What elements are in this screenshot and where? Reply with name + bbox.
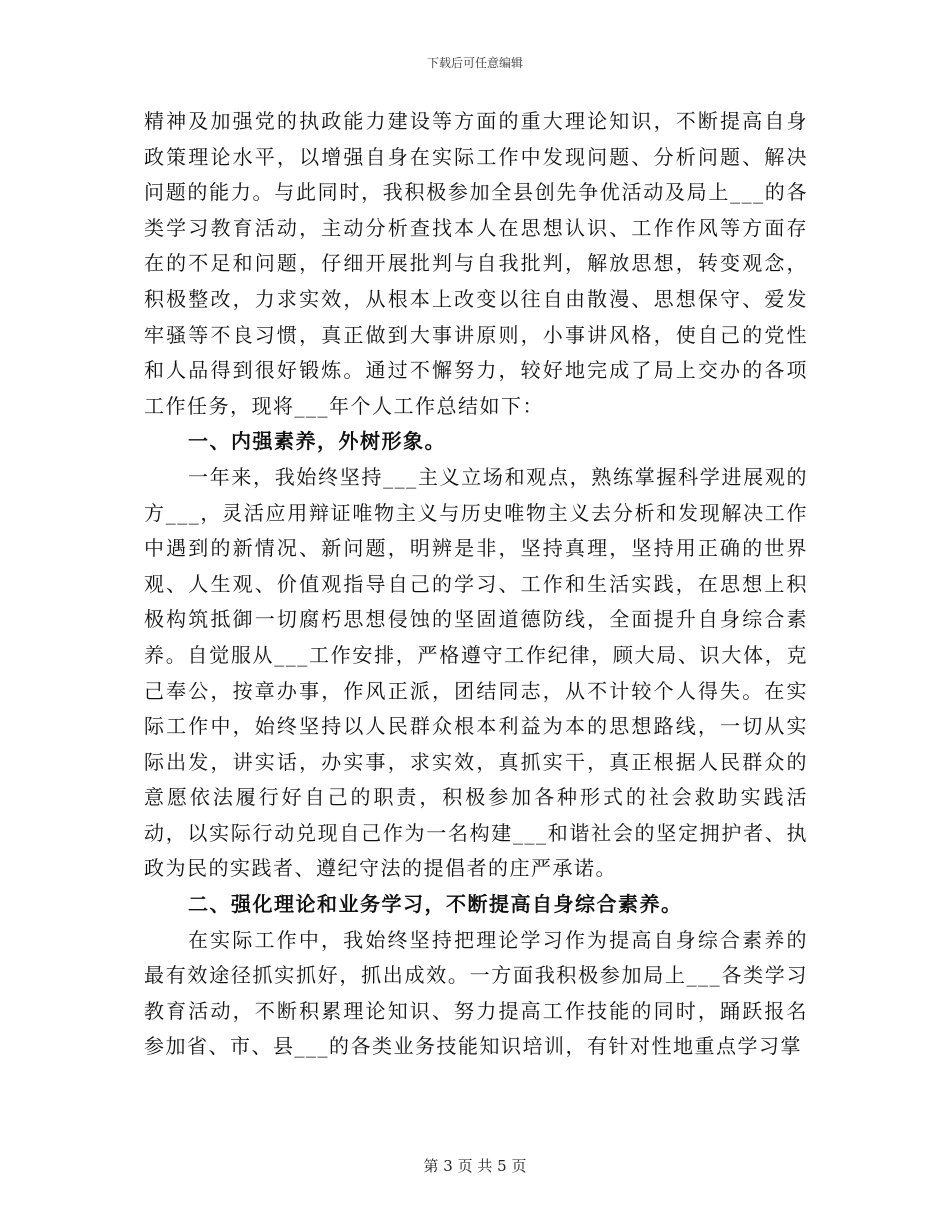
section-heading-1: 一、内强素养，外树形象。 (188, 429, 446, 454)
section-heading-2: 二、强化理论和业务学习，不断提高自身综合素养。 (188, 892, 683, 917)
paragraph-1: 精神及加强党的执政能力建设等方面的重大理论知识，不断提高自身政策理论水平，以增强自身在实际工作中发现问题、分析问题、解决问题的能力。与此同时，我积极参加全县创先争优活动及局上___的各类学习教育活动，主动分析查找本人在思想认识、工作作风等方面存在的不足和问题，仔细开展批判与自我批判，解放思想，转变观念，积极整改，力求实效，从根本上改变以往自由散漫、思想保守、爱发牢骚等不良习惯，真正做到大事讲原则，小事讲风格，使自己的党性和人品得到很好锻炼。通过不懈努力，较好地完成了局上交办的各项工作任务，现将___年个人工作总结如下： (144, 109, 808, 418)
document-body (144, 104, 808, 1065)
paragraph-2: 一年来，我始终坚持___主义立场和观点，熟练掌握科学进展观的方___，灵活应用辩证唯物主义与历史唯物主义去分析和发现解决工作中遇到的新情况、新问题，明辨是非，坚持真理，坚持用正确的世界观、人生观、价值观指导自己的学习、工作和生活实践，在思想上积极构筑抵御一切腐朽思想侵蚀的坚固道德防线，全面提升自身综合素养。自觉服从___工作安排，严格遵守工作纪律，顾大局、识大体，克己奉公，按章办事，作风正派，团结同志，从不计较个人得失。在实际工作中，始终坚持以人民群众根本利益为本的思想路线，一切从实际出发，讲实话，办实事，求实效，真抓实干，真正根据人民群众的意愿依法履行好自己的职责，积极参加各种形式的社会救助实践活动，以实际行动兑现自己作为一名构建___和谐社会的坚定拥护者、执政为民的实践者、遵纪守法的提倡者的庄严承诺。 (144, 464, 808, 881)
paragraph-3: 在实际工作中，我始终坚持把理论学习作为提高自身综合素养的最有效途径抓实抓好，抓出成效。一方面我积极参加局上___各类学习教育活动，不断积累理论知识、努力提高工作技能的同时，踊跃报名参加省、市、县___的各类业务技能知识培训，有针对性地重点学习掌 (144, 927, 808, 1059)
page-number: 第 3 页 共 5 页 (423, 1157, 527, 1175)
page-header-note: 下载后可任意编辑 (426, 56, 523, 70)
